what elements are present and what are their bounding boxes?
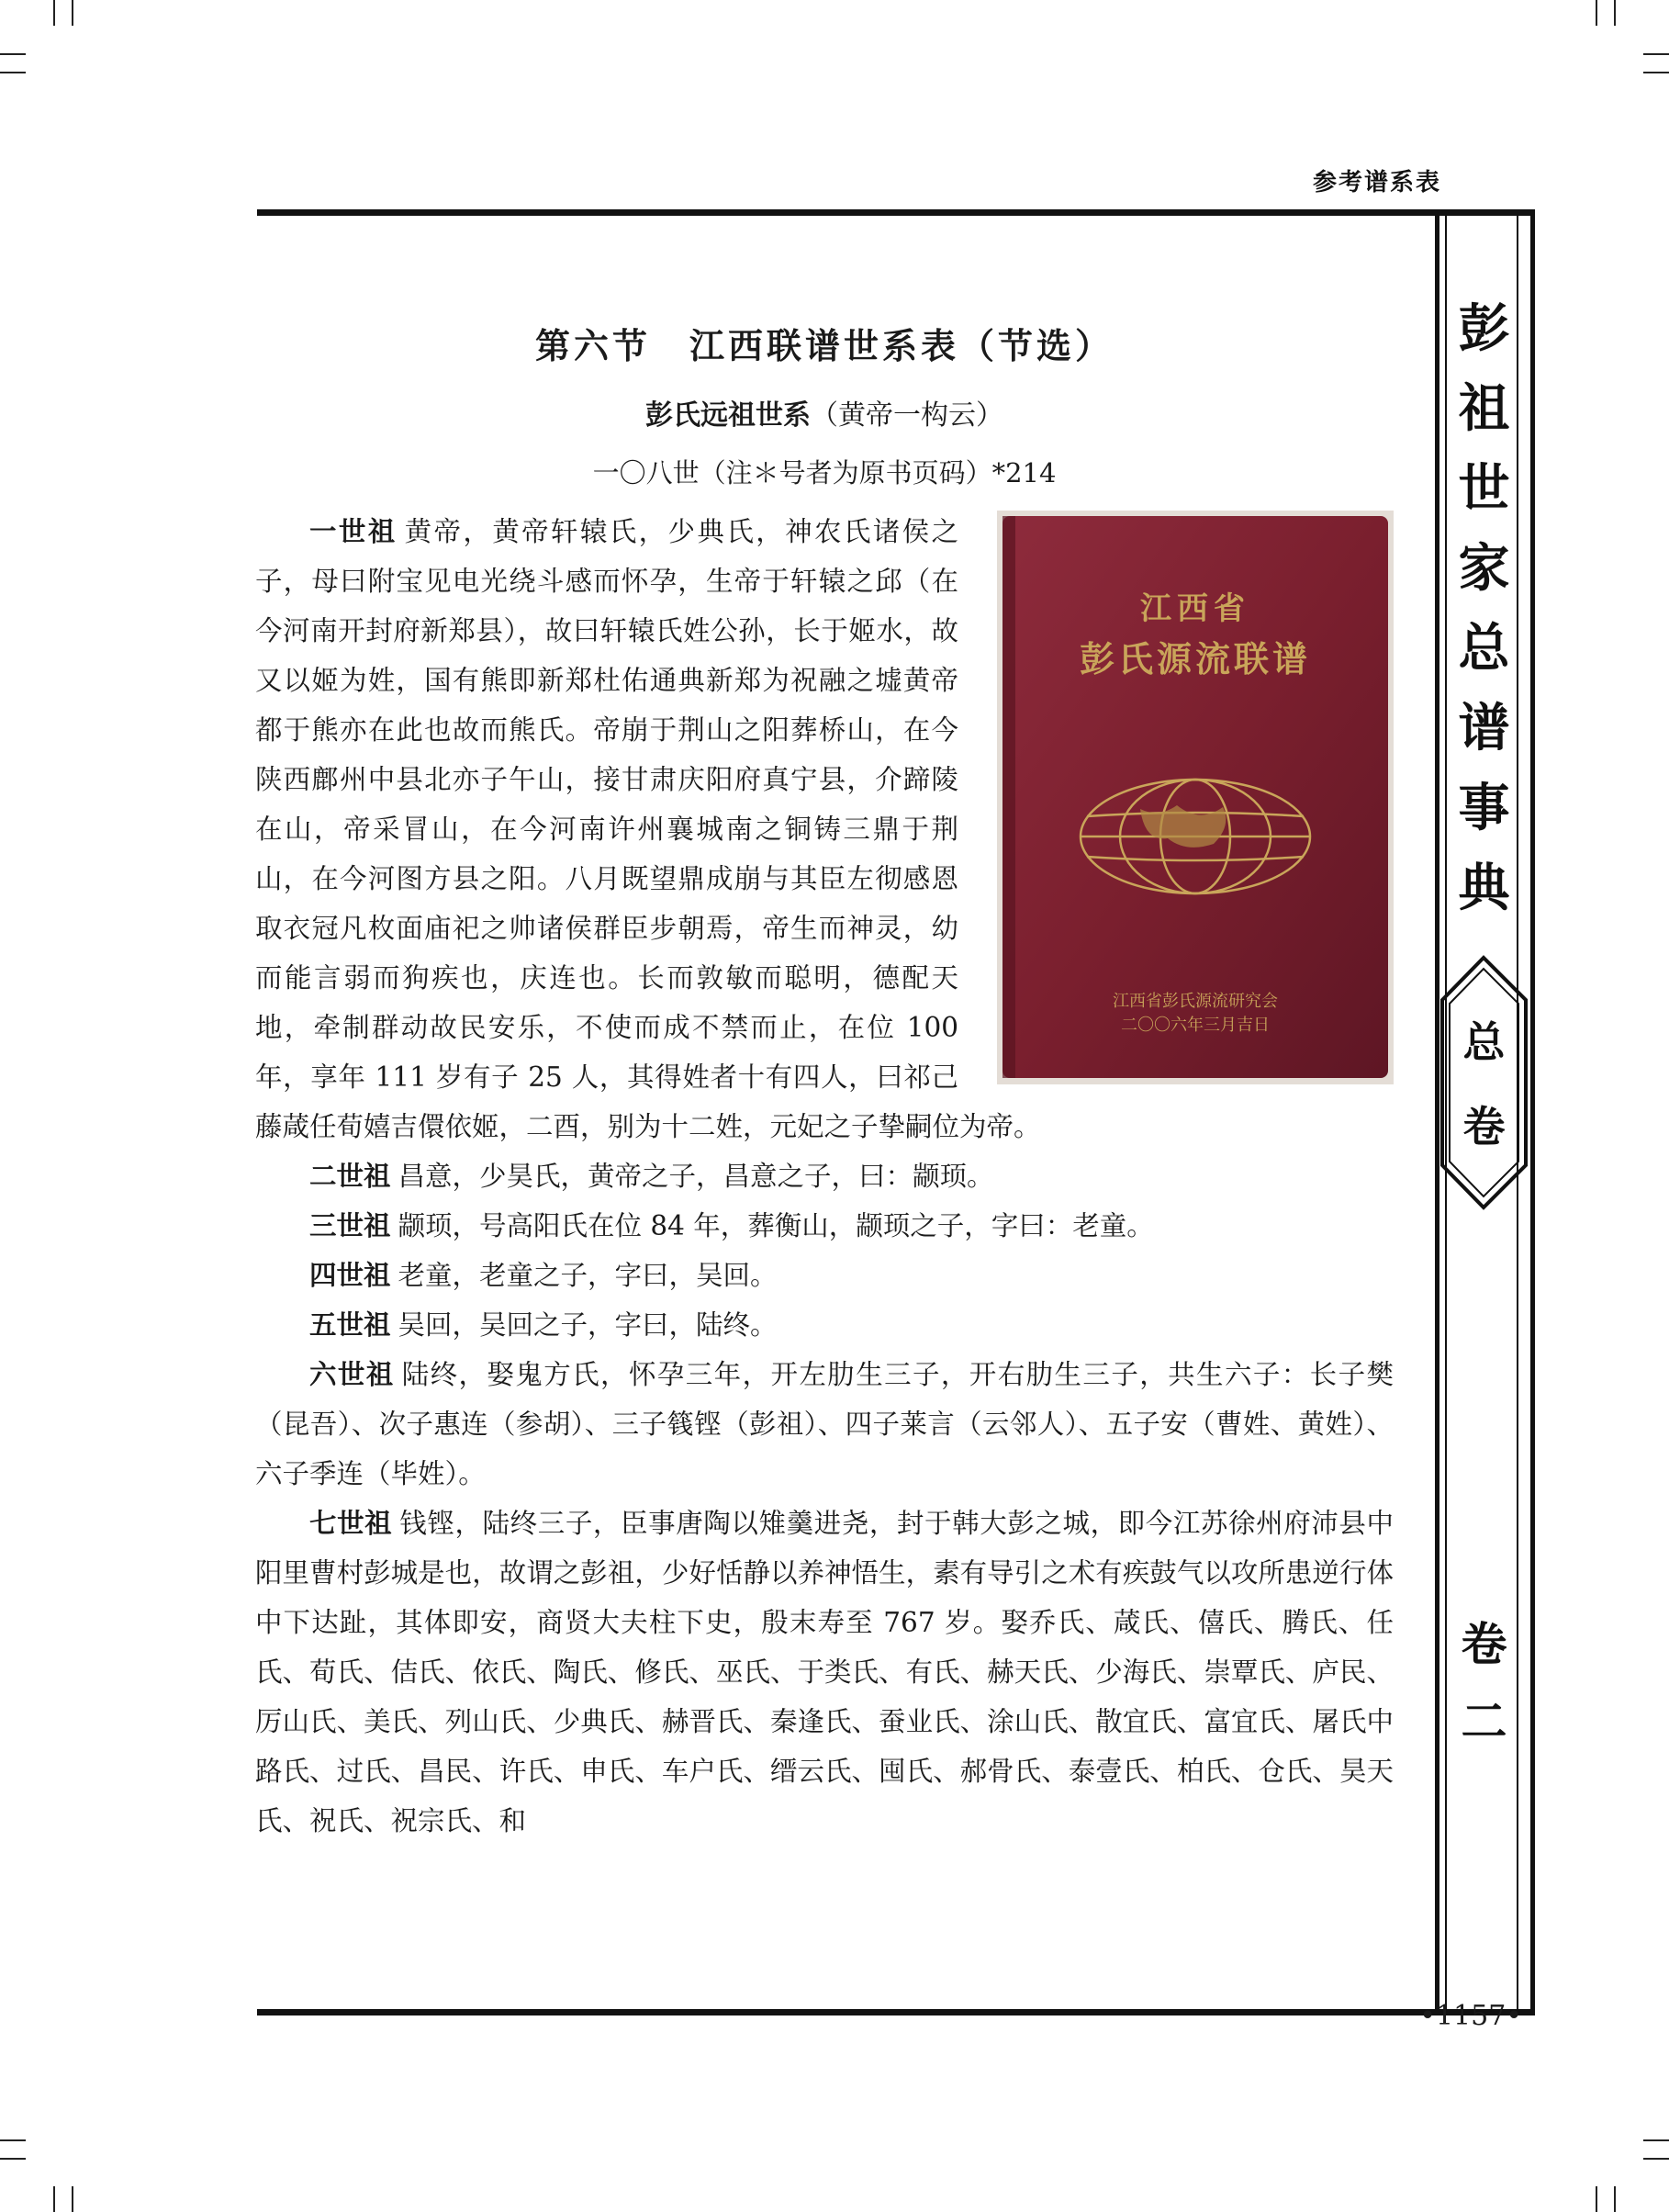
sidebar-title-char: 谱 — [1458, 699, 1510, 758]
subtitle — [255, 392, 1394, 432]
section-title: 第六节 江西联谱世系表（节选） — [534, 326, 1114, 366]
bottom-rule — [257, 2009, 1535, 2016]
running-header: 参考谱系表 — [1312, 169, 1441, 196]
entry-text: 昌意，少昊氏，黄帝之子，昌意之子，曰：颛顼。 — [398, 1161, 994, 1192]
entry-text: 老童，老童之子，字曰，吴回。 — [398, 1260, 778, 1291]
sidebar-badge-char: 卷 — [1462, 1102, 1506, 1151]
sidebar-title-char: 家 — [1458, 539, 1510, 599]
subtitle-note: （黄帝一构云） — [811, 399, 1003, 432]
genealogy-entry — [255, 1499, 1394, 1846]
sidebar-title-char: 世 — [1458, 459, 1510, 519]
cover-title-line2: 彭氏源流联谱 — [1079, 639, 1312, 679]
generation-label: 五世祖 — [309, 1309, 391, 1341]
cover-publisher-line1: 江西省彭氏源流研究会 — [1113, 992, 1278, 1011]
subtitle-bold: 彭氏远祖世系 — [645, 399, 811, 432]
generation-note: 一〇八世（注＊号者为原书页码）*214 — [592, 457, 1057, 488]
generation-label: 六世祖 — [309, 1359, 395, 1390]
crop-mark — [0, 2139, 26, 2141]
genealogy-entry — [255, 1251, 1394, 1300]
entry-text: 陆终，娶鬼方氏，怀孕三年，开左肋生三子，开右肋生三子，共生六子：长子樊（昆吾）、次子惠连（参胡）、三子篯铿（彭祖）、四子莱言（云邻人）、五子安（曹姓、黄姓）、六子季连（毕姓）。 — [255, 1359, 1394, 1489]
book-cover-photo — [997, 511, 1394, 1084]
sidebar-volume-char: 二 — [1461, 1695, 1507, 1748]
book-cover-image — [997, 511, 1394, 1084]
cover-title-line1: 江西省 — [1140, 590, 1250, 627]
crop-mark — [1643, 2158, 1669, 2160]
crop-mark — [72, 0, 73, 26]
main-content — [255, 312, 1394, 1846]
generation-label: 四世祖 — [309, 1260, 391, 1291]
genealogy-entry — [255, 1201, 1394, 1251]
sidebar-badge-char: 总 — [1462, 1017, 1506, 1067]
entry-text: 黄帝，黄帝轩辕氏，少典氏，神农氏诸侯之子，母曰附宝见电光绕斗感而怀孕，生帝于轩辕之邱（在今河南开封府新郑县），故曰轩辕氏姓公孙，长于姬水，故又以姬为姓，国有熊即新郑杜佑通典新郑为祝融之墟黄帝都于熊亦在此也故而熊氏。帝崩于荆山之阳葬桥山，在今陕西鄜州中县北亦子午山，接甘肃庆阳府真宁县，介蹄陵在山，帝采冒山，在今河南许州襄城南之铜铸三鼎于荆山，在今河图方县之阳。八月既望鼎成崩与其臣左彻感恩取衣冠凡枚面庙祀之帅诸侯群臣步朝焉，帝生而神灵，幼而能言弱而狗疾也，庆连也。长而敦敏而聪明，德配天地，牵制群动故民安乐，不使而成不禁而止，在位 100 年，享年 111 岁有子 25 人，其得姓者十有四人，曰祁己藤葴任荀嬉吉儇依姬，二酉，别为十二姓，元妃之子挚嗣位为帝。 — [255, 516, 1041, 1142]
crop-mark — [1614, 2186, 1616, 2212]
sidebar-title-char: 彭 — [1458, 299, 1510, 359]
sidebar-title-char: 总 — [1458, 619, 1510, 679]
sidebar-title-char: 事 — [1458, 779, 1510, 838]
crop-mark — [0, 53, 26, 55]
crop-mark — [1643, 2139, 1669, 2141]
crop-mark — [53, 0, 55, 26]
sidebar-volume — [1435, 1606, 1533, 1760]
page-number: •1157• — [1419, 2000, 1522, 2032]
crop-mark — [1596, 0, 1597, 26]
genealogy-entry — [255, 1350, 1394, 1499]
crop-mark — [1596, 2186, 1597, 2212]
generation-label: 二世祖 — [309, 1161, 391, 1192]
crop-mark — [0, 72, 26, 73]
entry-text: 钱铿，陆终三子，臣事唐陶以雉羹进尧，封于韩大彭之城，即今江苏徐州府沛县中阳里曹村彭城是也，故谓之彭祖，少好恬静以养神悟生，素有导引之术有疾鼓气以攻所患逆行体中下达趾，其体即安，商贤大夫柱下史，殷末寿至 767 岁。娶乔氏、葴氏、僖氏、腾氏、任氏、荀氏、佶氏、依氏、陶氏、修氏、巫氏、于类氏、有氏、赫天氏、少海氏、崇覃氏、庐民、厉山氏、美氏、列山氏、少典氏、赫晋氏、秦逢氏、蚕业氏、涂山氏、散宜氏、富宜氏、屠氏中路氏、过氏、昌民、许氏、申氏、车户氏、缙云氏、囤氏、郝骨氏、泰壹氏、柏氏、仓氏、昊天氏、祝氏、祝宗氏、和 — [255, 1508, 1394, 1836]
sidebar-book-title — [1435, 289, 1533, 928]
generation-label: 一世祖 — [309, 516, 398, 547]
sidebar — [1435, 210, 1533, 2019]
crop-mark — [53, 2186, 55, 2212]
crop-mark — [1643, 72, 1669, 73]
entry-text: 吴回，吴回之子，字曰，陆终。 — [398, 1309, 778, 1341]
generation-label: 三世祖 — [309, 1210, 391, 1241]
generation-label: 七世祖 — [309, 1508, 393, 1539]
genealogy-entry — [255, 1151, 1394, 1201]
sidebar-volume-char: 卷 — [1461, 1618, 1507, 1671]
cover-publisher-line2: 二〇〇六年三月吉日 — [1121, 1016, 1270, 1035]
crop-mark — [1614, 0, 1616, 26]
top-rule — [257, 209, 1535, 216]
entry-text: 颛顼，号高阳氏在位 84 年，葬衡山，颛顼之子，字曰：老童。 — [398, 1210, 1154, 1241]
sidebar-badge — [1435, 1000, 1533, 1169]
crop-mark — [72, 2186, 73, 2212]
sidebar-title-char: 典 — [1458, 859, 1510, 918]
sidebar-title-char: 祖 — [1458, 379, 1510, 439]
crop-mark — [1643, 53, 1669, 55]
genealogy-entry — [255, 1300, 1394, 1350]
crop-mark — [0, 2158, 26, 2160]
